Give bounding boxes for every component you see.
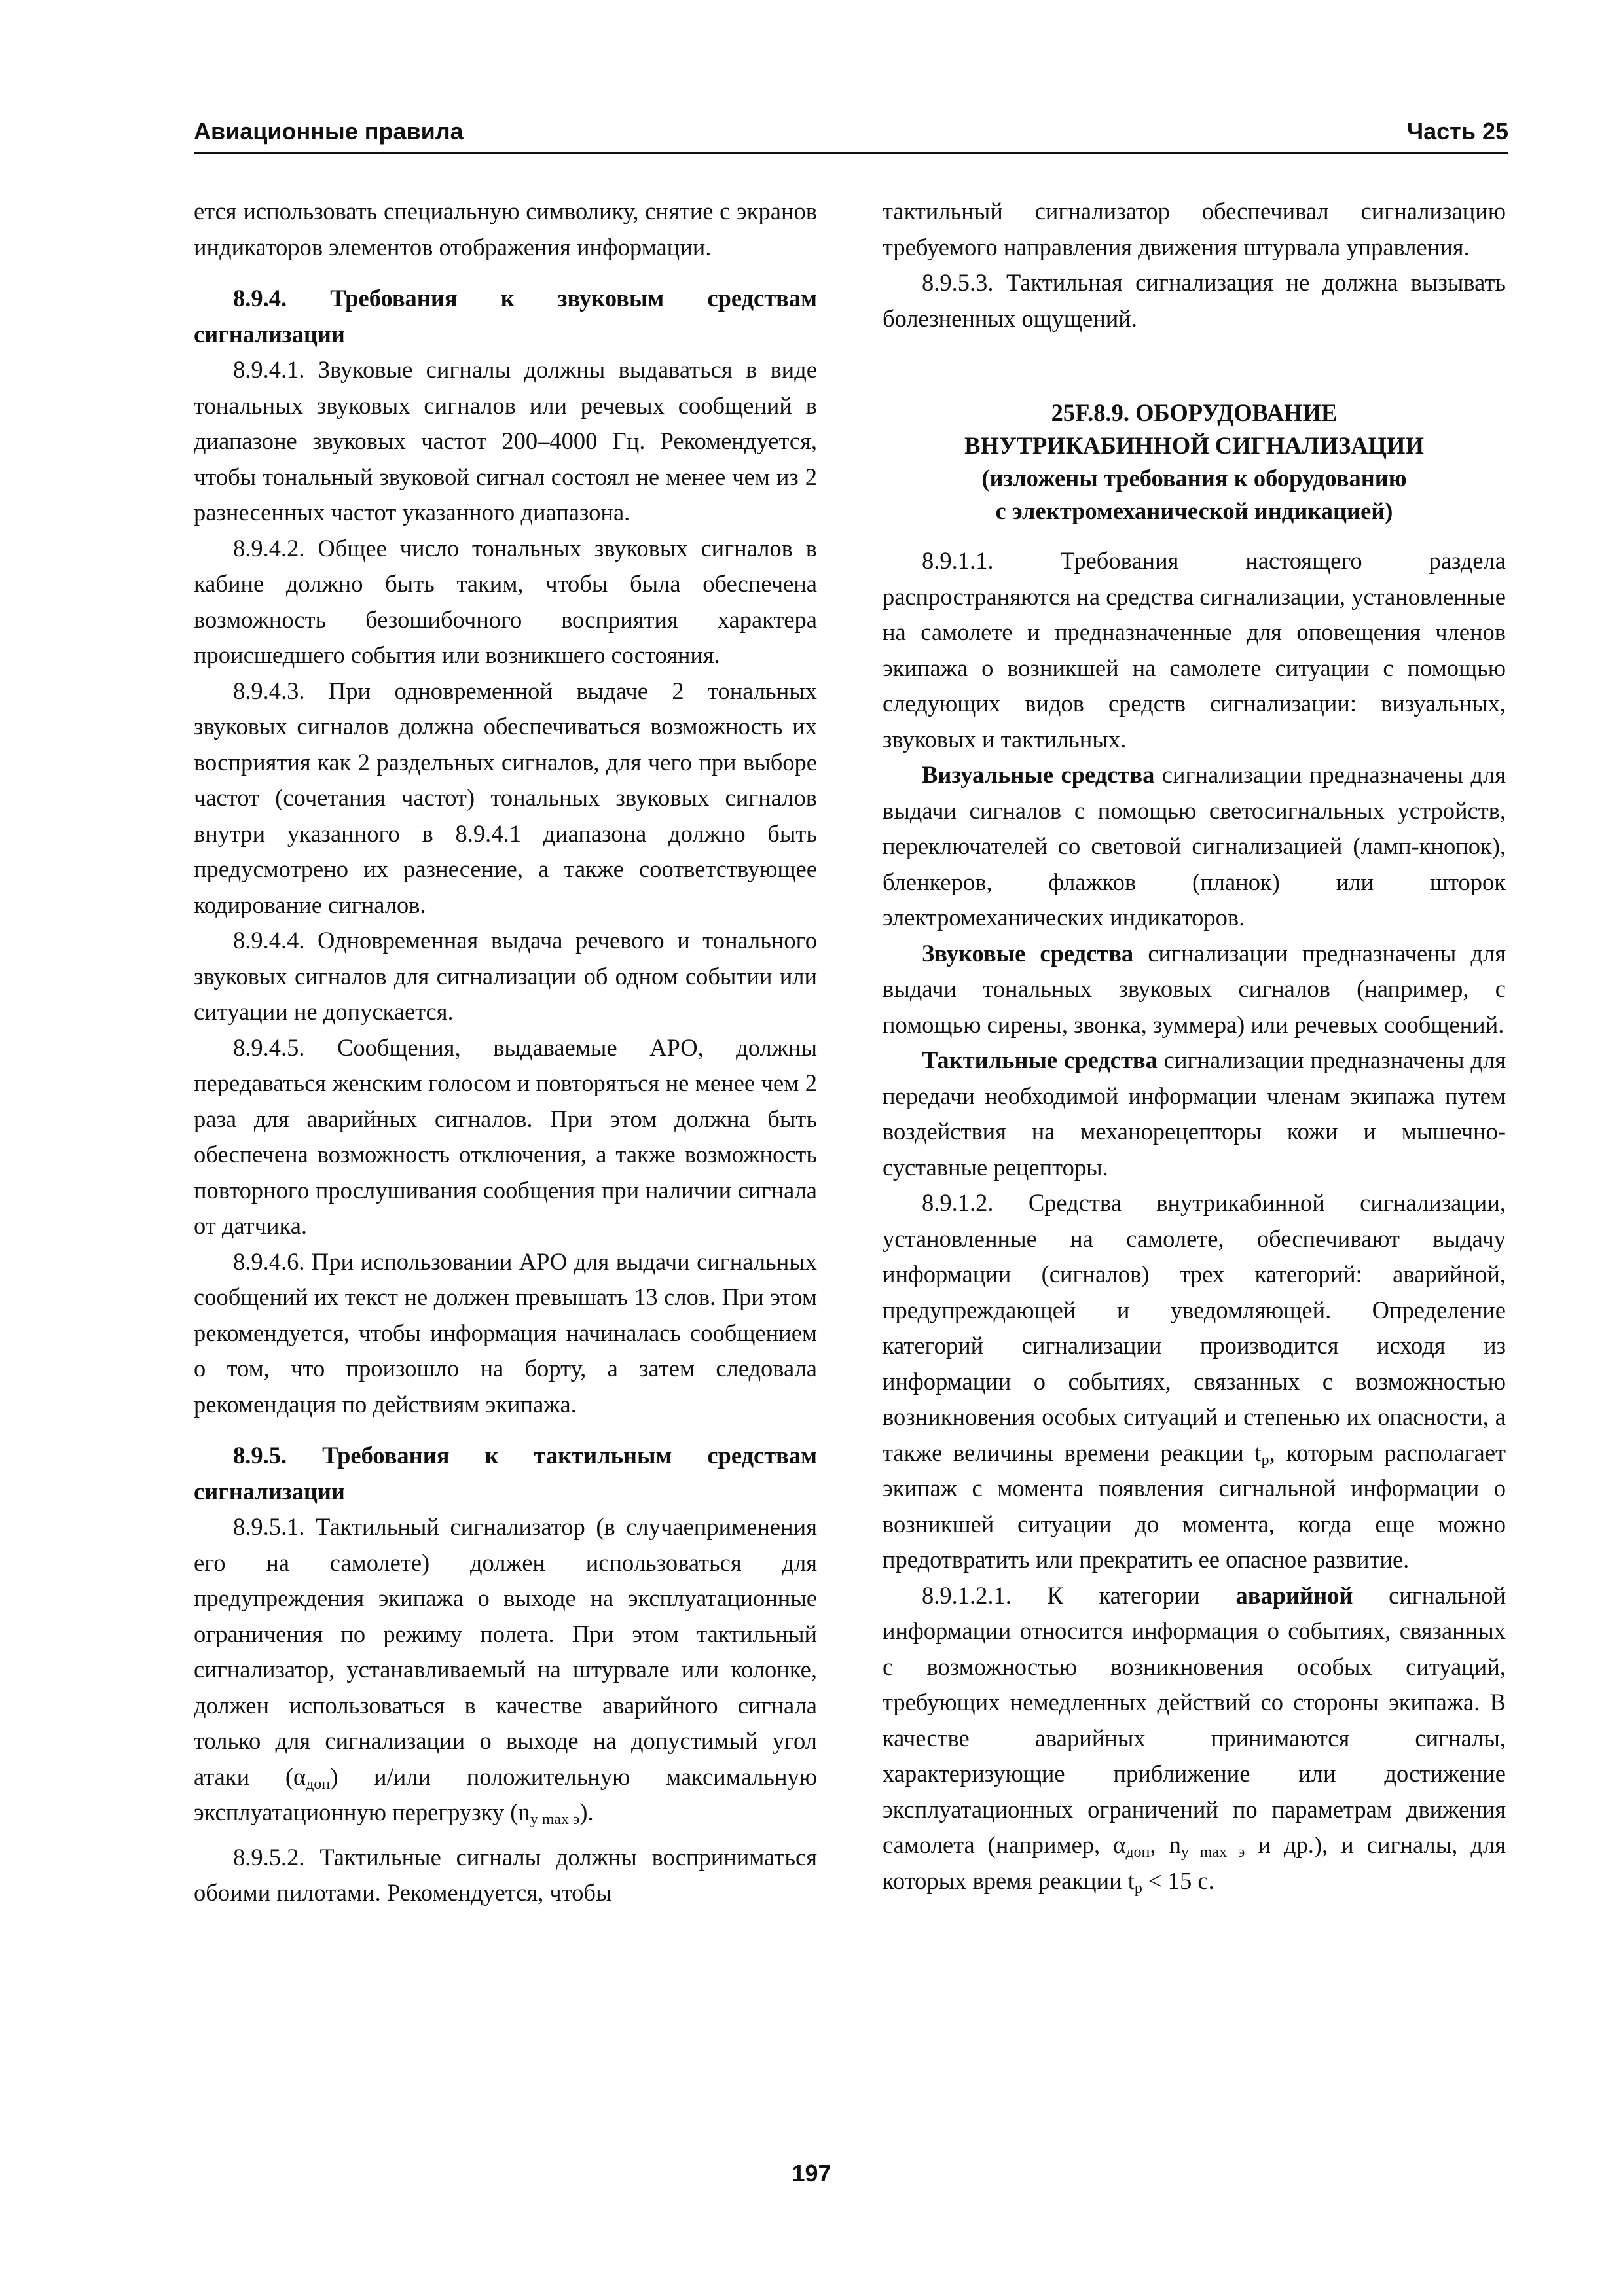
heading-line: (изложены требования к оборудованию (981, 465, 1407, 492)
term-emergency: аварийной (1235, 1581, 1353, 1609)
text-run: 8.9.1.2.1. К категории (922, 1581, 1236, 1609)
text-run: < 15 с. (1142, 1867, 1214, 1894)
term-tactile: Тактильные средства (922, 1047, 1158, 1073)
text-run: ) и/или положительную максимальную эксплуатационную перегрузку (n (194, 1763, 818, 1825)
section-heading-8-9-4: 8.9.4. Требования к звуковым средствам сигнализации (194, 285, 817, 348)
paragraph-8-9-4-3: 8.9.4.3. При одновременной выдаче 2 тональных звуковых сигналов должна обеспечиваться возможность их восприятия как 2 раздельных сигналов, для чего при выборе частот (сочетания частот) тональных звуковых сигналов внутри указанного в 8.9.4.1 диапазона должно быть предусмотрено их разнесение, а также соответствующее кодирование сигналов. (194, 677, 817, 918)
paragraph-8-9-4-1: 8.9.4.1. Звуковые сигналы должны выдаваться в виде тональных звуковых сигналов или речевых сообщений в диапазоне звуковых частот 200–4000 Гц. Рекомендуется, чтобы тональный звуковой сигнал состоял не менее чем из 2 разнесенных частот указанного диапазона. (194, 356, 817, 526)
text-run: сигнализации предназначены для выдачи сигналов с помощью светосигнальных устройств, переключателей со световой сигнализацией (ламп-кнопок), бленкеров, флажков (планок) или шторок электромеханических индикаторов. (883, 761, 1506, 931)
term-sound: Звуковые средства (922, 939, 1134, 967)
section-heading-8-9-5: 8.9.5. Требования к тактильным средствам сигнализации (194, 1442, 817, 1505)
subscript: доп (1125, 1844, 1150, 1861)
paragraph-8-9-4-5: 8.9.4.5. Сообщения, выдаваемые АРО, должны передаваться женским голосом и повторяться не менее чем 2 раза для аварийных сигналов. При этом должна быть обеспечена возможность отключения, а также возможность повторного прослушивания сообщения при наличии сигнала от датчика. (194, 1033, 817, 1239)
subscript: доп (306, 1775, 331, 1793)
paragraph-8-9-5-1 (194, 1509, 817, 1831)
running-header (194, 110, 1508, 154)
heading-line: 25F.8.9. ОБОРУДОВАНИЕ (1051, 399, 1338, 426)
right-column (883, 194, 1506, 1899)
header-title: Авиационные правила (194, 118, 464, 145)
paragraph-continued: тактильный сигнализатор обеспечивал сигнализацию требуемого направления движения штурвала управления. (883, 198, 1506, 260)
subscript: р (1134, 1879, 1142, 1897)
subscript: y max э (530, 1811, 580, 1828)
text-run: , которым располагает экипаж с момента появления сигнальной информации о возникшей ситуации до момента, когда еще можно предотвратить или прекратить ее опасное развитие. (883, 1439, 1506, 1573)
subscript: р (1261, 1451, 1269, 1469)
paragraph-8-9-1-2-1 (883, 1578, 1506, 1899)
text-run: , n (1150, 1831, 1181, 1858)
text-run: 8.9.5.1. Тактильный сигнализатор (в случаеприменения его на самолете) должен использоваться для предупреждения экипажа о выходе на эксплуатационные ограничения по режиму полета. При этом тактильный сигнализатор, устанавливаемый на штурвале или колонке, должен использоваться в качестве аварийного сигнала только для сигнализации о выходе на допустимый угол атаки (α (194, 1513, 817, 1790)
text-run: сигнальной информации относится информация о событиях, связанных с возможностью возникновения особых ситуаций, требующих немедленных действий со стороны экипажа. В качестве аварийных принимаются сигналы, характеризующие приближение или достижение эксплуатационных ограничений по параметрам движения самолета (например, α (883, 1581, 1506, 1858)
heading-line: с электромеханической индикацией) (995, 497, 1393, 524)
text-run: сигнализации предназначены для выдачи тональных звуковых сигналов (например, с помощью сирены, звонка, зуммера) или речевых сообщений. (883, 939, 1506, 1038)
text-run: и др.), и сигналы, для которых время реакции t (883, 1831, 1506, 1894)
paragraph-8-9-4-4: 8.9.4.4. Одновременная выдача речевого и тонального звуковых сигналов для сигнализации об одном событии или ситуации не допускается. (194, 927, 817, 1025)
subscript: y max э (1180, 1844, 1245, 1861)
paragraph-8-9-4-2: 8.9.4.2. Общее число тональных звуковых сигналов в кабине должно быть таким, чтобы была обеспечена возможность безошибочного восприятия характера происшедшего события или возникшего состояния. (194, 534, 817, 668)
header-part: Часть 25 (1406, 118, 1508, 145)
left-column (194, 194, 817, 1911)
text-run: сигнализации предназначены для передачи необходимой информации членам экипажа путем воздействия на механорецепторы кожи и мышечно-суставные рецепторы. (883, 1047, 1506, 1181)
text-run: ). (579, 1799, 594, 1825)
paragraph-visual-means (883, 757, 1506, 936)
paragraph-8-9-1-2 (883, 1185, 1506, 1578)
heading-line: ВНУТРИКАБИННОЙ СИГНАЛИЗАЦИИ (964, 432, 1424, 459)
paragraph-sound-means (883, 936, 1506, 1043)
paragraph-continued: ется использовать специальную символику, снятие с экранов индикаторов элементов отображения информации. (194, 198, 817, 260)
paragraph-8-9-1-1: 8.9.1.1. Требования настоящего раздела распространяются на средства сигнализации, установленные на самолете и предназначенные для оповещения членов экипажа о возникшей на самолете ситуации с помощью следующих видов средств сигнализации: визуальных, звуковых и тактильных. (883, 547, 1506, 753)
term-visual: Визуальные средства (922, 761, 1155, 788)
paragraph-8-9-5-3: 8.9.5.3. Тактильная сигнализация не должна вызывать болезненных ощущений. (883, 269, 1506, 332)
text-run: 8.9.1.2. Средства внутрикабинной сигнализации, установленные на самолете, обеспечивают выдачу информации (сигналов) трех категорий: аварийной, предупреждающей и уведомляющей. Определение категорий сигнализации производится исходя из информации о событиях, связанных с возможностью возникновения особых ситуаций и степенью их опасности, а также величины времени реакции t (883, 1189, 1506, 1466)
page-number: 197 (792, 2160, 831, 2187)
chapter-heading-25f-8-9 (883, 397, 1506, 528)
paragraph-tactile-means (883, 1043, 1506, 1185)
paragraph-8-9-4-6: 8.9.4.6. При использовании АРО для выдачи сигнальных сообщений их текст не должен превышать 13 слов. При этом рекомендуется, чтобы информация начиналась сообщением о том, что произошло на борту, а затем следовала рекомендация по действиям экипажа. (194, 1247, 817, 1418)
paragraph-8-9-5-2: 8.9.5.2. Тактильные сигналы должны восприниматься обоими пилотами. Рекомендуется, чтобы (194, 1843, 817, 1906)
